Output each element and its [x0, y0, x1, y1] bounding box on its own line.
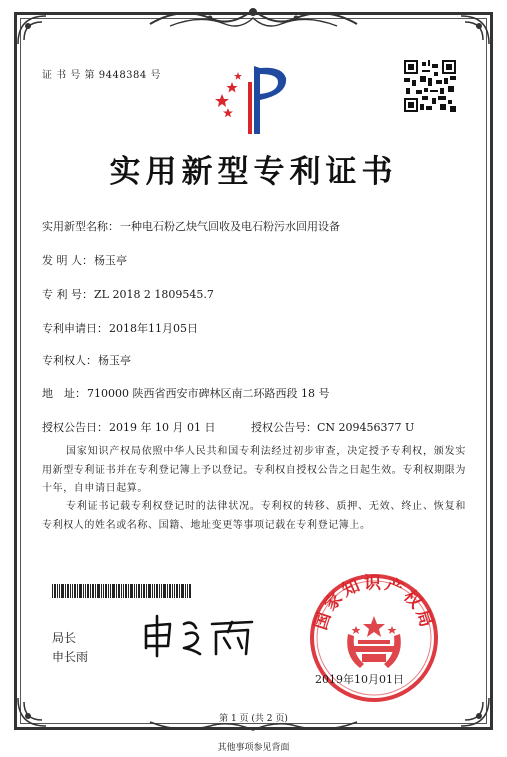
address-label: 地 址：	[42, 387, 86, 400]
corner-ornament-top-left	[16, 14, 50, 48]
field-address	[42, 385, 329, 401]
seal-text: 国家知识产权局	[311, 573, 437, 633]
address-value: 710000 陕西省西安市碑林区南二环路西段 18 号	[87, 387, 330, 400]
certificate-number-suffix: 号	[150, 70, 161, 81]
patentee-value: 杨玉亭	[98, 354, 131, 367]
certificate-title: 实用新型专利证书	[109, 154, 398, 190]
paragraph-legal-status: 专利证书记载专利权登记时的法律状况。专利权的转移、质押、无效、终止、恢复和专利权人的姓名或名称、国籍、地址变更等事项记载在专利登记簿上。	[42, 501, 466, 531]
patent-number-label: 专 利 号：	[42, 288, 93, 301]
utility-model-name-label: 实用新型名称：	[42, 220, 119, 233]
field-announcement-number	[251, 419, 414, 435]
certificate-number	[42, 66, 161, 81]
announcement-date-value: 2019 年 10 月 01 日	[109, 421, 216, 434]
footer-note: 其他事项参见背面	[217, 743, 290, 753]
field-patentee	[42, 352, 131, 368]
inventor-value: 杨玉亭	[94, 254, 127, 267]
top-ornament	[150, 4, 357, 32]
cnipa-emblem-icon	[208, 64, 298, 136]
application-date-value: 2018年11月05日	[109, 322, 198, 335]
paragraph-grant-statement: 国家知识产权局依照中华人民共和国专利法经过初步审查，决定授予专利权，颁发实用新型专利证书并在专利登记簿上予以登记。专利权自授权公告之日起生效。专利权期限为十年，自申请日起算。	[42, 446, 466, 494]
barcode	[52, 584, 192, 598]
inventor-label: 发 明 人：	[42, 254, 93, 267]
signature-title: 局长	[52, 631, 77, 645]
field-patent-number	[42, 286, 214, 302]
announcement-number-label: 授权公告号：	[251, 421, 317, 434]
signature-name: 申长雨	[52, 650, 89, 664]
utility-model-name-value: 一种电石粉乙炔气回收及电石粉污水回用设备	[120, 220, 340, 233]
handwritten-signature	[140, 610, 260, 660]
patent-number-value: ZL 2018 2 1809545.7	[94, 288, 214, 301]
field-inventor	[42, 252, 127, 268]
page-number: 第 1 页 (共 2 页)	[219, 714, 288, 724]
announcement-number-value: CN 209456377 U	[317, 421, 415, 434]
certificate-number-value: 9448384	[98, 70, 147, 81]
patentee-label: 专利权人：	[42, 354, 97, 367]
application-date-label: 专利申请日：	[42, 322, 108, 335]
field-utility-model-name	[42, 218, 340, 234]
certificate-number-label: 证 书 号 第	[42, 70, 96, 81]
seal-date: 2019年10月01日	[315, 673, 404, 686]
qr-code	[404, 60, 456, 112]
corner-ornament-top-right	[457, 14, 491, 48]
announcement-date-label: 授权公告日：	[42, 421, 108, 434]
field-announcement-date	[42, 419, 215, 435]
field-application-date	[42, 320, 198, 336]
